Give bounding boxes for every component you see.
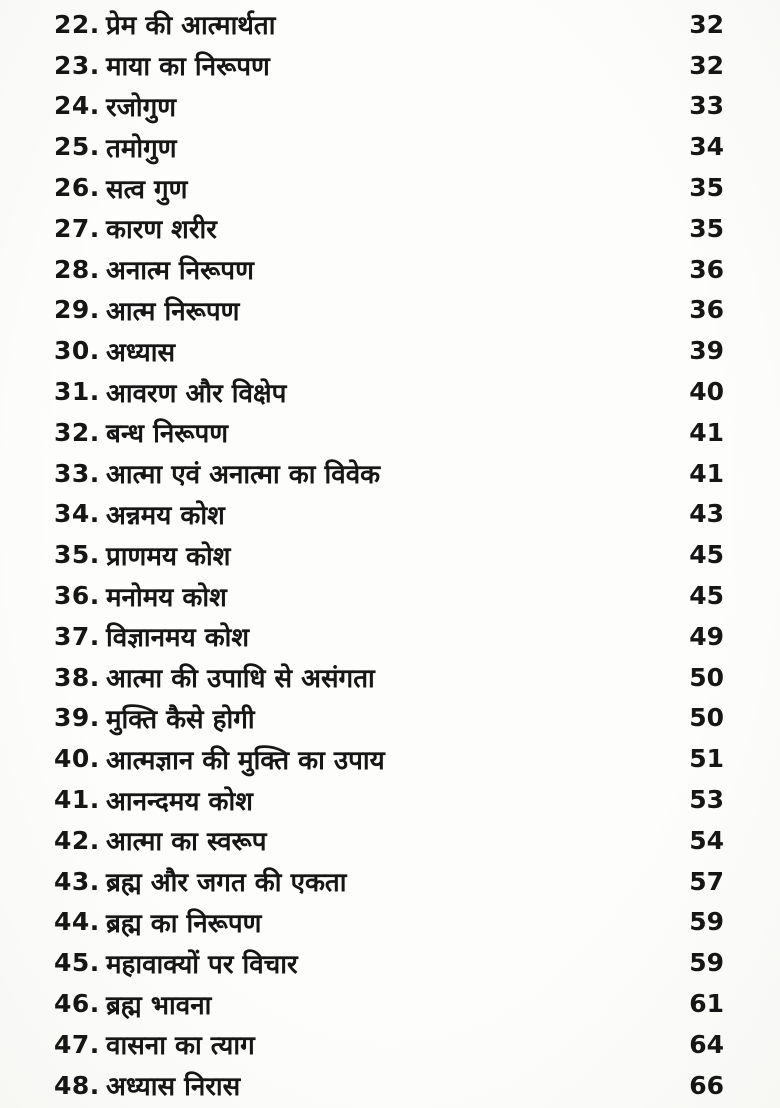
entry-page-number: 45: [689, 540, 724, 570]
entry-title: अध्यास निरास: [106, 1072, 241, 1103]
entry-title: ब्रह्म भावना: [106, 990, 212, 1021]
entry-title: माया का निरूपण: [106, 52, 270, 83]
entry-page-number: 40: [689, 377, 724, 407]
entry-page-number: 64: [689, 1029, 724, 1059]
entry-number: 37.: [54, 621, 100, 651]
entry-number: 24.: [54, 91, 100, 121]
entry-page-number: 36: [689, 295, 724, 325]
entry-page-number: 45: [689, 581, 724, 611]
entry-number: 34.: [54, 499, 100, 529]
toc-row: [0, 126, 780, 167]
toc-row: [0, 820, 780, 861]
toc-row: [0, 616, 780, 657]
entry-number: 25.: [54, 132, 100, 162]
toc-row: [0, 1065, 780, 1106]
toc-row: [0, 4, 780, 45]
toc-row: [0, 902, 780, 943]
entry-number: 40.: [54, 744, 100, 774]
entry-title: बन्ध निरूपण: [106, 419, 229, 450]
entry-title: प्राणमय कोश: [106, 541, 231, 572]
entry-number: 32.: [54, 417, 100, 447]
entry-title: वासना का त्याग: [106, 1031, 255, 1062]
toc-row: [0, 779, 780, 820]
toc-row: [0, 657, 780, 698]
entry-number: 38.: [54, 662, 100, 692]
entry-number: 28.: [54, 254, 100, 284]
toc-row: [0, 698, 780, 739]
toc-row: [0, 534, 780, 575]
entry-number: 29.: [54, 295, 100, 325]
entry-page-number: 35: [689, 173, 724, 203]
entry-title: सत्व गुण: [106, 174, 188, 205]
toc-row: [0, 371, 780, 412]
entry-page-number: 59: [689, 948, 724, 978]
entry-number: 30.: [54, 336, 100, 366]
entry-page-number: 41: [689, 417, 724, 447]
entry-title: आत्मा की उपाधि से असंगता: [106, 664, 375, 695]
entry-number: 33.: [54, 458, 100, 488]
toc-row: [0, 494, 780, 535]
entry-page-number: 49: [689, 621, 724, 651]
entry-page-number: 36: [689, 254, 724, 284]
toc-row: [0, 575, 780, 616]
entry-title: विज्ञानमय कोश: [106, 623, 250, 654]
entry-number: 41.: [54, 785, 100, 815]
entry-page-number: 61: [689, 989, 724, 1019]
entry-page-number: 41: [689, 458, 724, 488]
entry-number: 26.: [54, 173, 100, 203]
toc-row: [0, 942, 780, 983]
entry-number: 23.: [54, 50, 100, 80]
entry-number: 22.: [54, 9, 100, 39]
entry-title: अनात्म निरूपण: [106, 256, 254, 287]
toc-row: [0, 861, 780, 902]
entry-number: 46.: [54, 989, 100, 1019]
entry-page-number: 54: [689, 825, 724, 855]
toc-row: [0, 738, 780, 779]
entry-title: आत्मज्ञान की मुक्ति का उपाय: [106, 745, 385, 776]
entry-title: कारण शरीर: [106, 215, 217, 246]
entry-number: 47.: [54, 1029, 100, 1059]
toc-row: [0, 208, 780, 249]
entry-number: 45.: [54, 948, 100, 978]
entry-title: ब्रह्म और जगत की एकता: [106, 868, 347, 899]
entry-title: आवरण और विक्षेप: [106, 378, 287, 409]
entry-number: 43.: [54, 866, 100, 896]
entry-number: 39.: [54, 703, 100, 733]
entry-title: अध्यास: [106, 337, 176, 368]
entry-number: 35.: [54, 540, 100, 570]
entry-number: 36.: [54, 581, 100, 611]
entry-page-number: 35: [689, 213, 724, 243]
entry-title: मुक्ति कैसे होगी: [106, 704, 255, 735]
entry-title: आत्मा एवं अनात्मा का विवेक: [106, 460, 381, 491]
toc-row: [0, 453, 780, 494]
entry-page-number: 34: [689, 132, 724, 162]
entry-page-number: 43: [689, 499, 724, 529]
entry-page-number: 32: [689, 50, 724, 80]
entry-page-number: 59: [689, 907, 724, 937]
entry-title: मनोमय कोश: [106, 582, 227, 613]
entry-title: प्रेम की आत्मार्थता: [106, 11, 276, 42]
entry-page-number: 66: [689, 1070, 724, 1100]
entry-number: 27.: [54, 213, 100, 243]
entry-title: आनन्दमय कोश: [106, 786, 253, 817]
toc-row: [0, 249, 780, 290]
table-of-contents: [0, 4, 780, 1106]
toc-row: [0, 86, 780, 127]
entry-page-number: 50: [689, 703, 724, 733]
toc-row: [0, 983, 780, 1024]
toc-row: [0, 1024, 780, 1065]
entry-page-number: 51: [689, 744, 724, 774]
toc-row: [0, 330, 780, 371]
entry-number: 48.: [54, 1070, 100, 1100]
entry-title: अन्नमय कोश: [106, 500, 225, 531]
entry-title: आत्म निरूपण: [106, 296, 240, 327]
toc-row: [0, 290, 780, 331]
entry-title: महावाक्यों पर विचार: [106, 949, 298, 980]
entry-title: तमोगुण: [106, 133, 177, 164]
entry-number: 44.: [54, 907, 100, 937]
entry-page-number: 57: [689, 866, 724, 896]
toc-row: [0, 412, 780, 453]
entry-page-number: 50: [689, 662, 724, 692]
entry-title: आत्मा का स्वरूप: [106, 827, 267, 858]
entry-number: 31.: [54, 377, 100, 407]
entry-page-number: 32: [689, 9, 724, 39]
entry-number: 42.: [54, 825, 100, 855]
toc-row: [0, 167, 780, 208]
toc-row: [0, 45, 780, 86]
entry-title: रजोगुण: [106, 92, 177, 123]
entry-page-number: 33: [689, 91, 724, 121]
entry-page-number: 53: [689, 785, 724, 815]
entry-page-number: 39: [689, 336, 724, 366]
entry-title: ब्रह्म का निरूपण: [106, 908, 262, 939]
